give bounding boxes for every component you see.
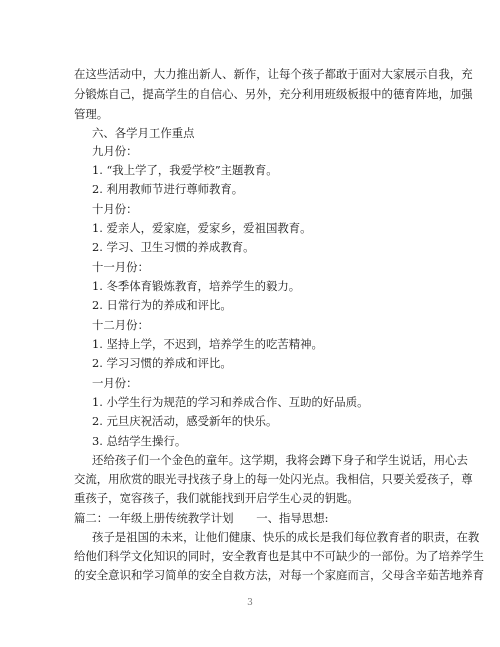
text-line: 管理。 bbox=[74, 107, 109, 121]
section-heading: 篇二：一年级上册传统教学计划 一、指导思想: bbox=[74, 511, 329, 525]
list-item: 2. 学习习惯的养成和评比。 bbox=[92, 356, 232, 370]
text-line: 在这些活动中，大力推出新人、新作，让每个孩子都敢于面对大家展示自我，充 bbox=[74, 67, 473, 81]
month-heading: 一月份： bbox=[92, 376, 138, 390]
list-item: 2. 元旦庆祝活动，感受新年的快乐。 bbox=[92, 414, 278, 428]
month-heading: 十月份： bbox=[92, 202, 138, 216]
month-heading: 九月份： bbox=[92, 144, 138, 158]
month-heading: 十一月份： bbox=[92, 260, 149, 274]
section-heading: 六、各学月工作重点 bbox=[92, 126, 195, 140]
list-item: 2. 利用教师节进行尊师教育。 bbox=[92, 182, 244, 196]
text-line: 给他们科学文化知识的同时，安全教育也是其中不可缺少的一部份。为了培养学生 bbox=[74, 549, 485, 563]
list-item: 2. 学习、卫生习惯的养成教育。 bbox=[92, 240, 255, 254]
text-line: 还给孩子们一个金色的童年。这学期，我将会蹲下身子和学生说话，用心去 bbox=[92, 453, 468, 467]
list-item: 2. 日常行为的养成和评比。 bbox=[92, 298, 232, 312]
list-item: 1. “我上学了，我爱学校”主题教育。 bbox=[92, 163, 278, 177]
text-line: 分锻炼自己，提高学生的自信心、另外，充分利用班级板报中的德育阵地，加强 bbox=[74, 87, 473, 101]
list-item: 1. 冬季体育锻炼教育，培养学生的毅力。 bbox=[92, 279, 301, 293]
list-item: 1. 爱亲人，爱家庭，爱家乡，爱祖国教育。 bbox=[92, 221, 312, 235]
text-line: 重孩子，宽容孩子，我们就能找到开启学生心灵的钥匙。 bbox=[74, 491, 359, 505]
month-heading: 十二月份： bbox=[92, 318, 149, 332]
list-item: 3. 总结学生操行。 bbox=[92, 434, 187, 448]
list-item: 1. 小学生行为规范的学习和养成合作、互助的好品质。 bbox=[92, 395, 369, 409]
text-line: 孩子是祖国的未来，让他们健康、快乐的成长是我们每位教育者的职责，在教 bbox=[92, 530, 480, 544]
list-item: 1. 坚持上学，不迟到，培养学生的吃苦精神。 bbox=[92, 337, 323, 351]
text-line: 交流，用欣赏的眼光寻找孩子身上的每一处闪光点。我相信，只要关爱孩子，尊 bbox=[74, 472, 473, 486]
text-line: 的安全意识和学习简单的安全自救方法，对每一个家庭而言，父母含辛茹苦地养育 bbox=[74, 568, 485, 582]
page-number: 3 bbox=[247, 598, 253, 608]
